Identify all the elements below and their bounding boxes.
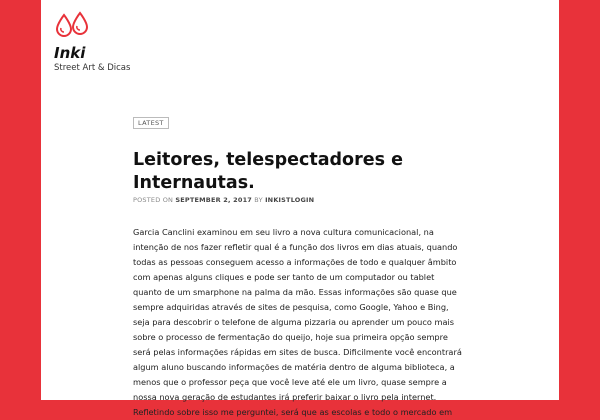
post-date-link[interactable]: SEPTEMBER 2, 2017 bbox=[175, 196, 253, 204]
by-label: BY bbox=[254, 196, 263, 204]
page-container bbox=[41, 0, 559, 417]
post-meta bbox=[133, 196, 314, 204]
posted-on-label: POSTED ON bbox=[133, 196, 174, 204]
post-body: Garcia Canclini examinou em seu livro a nova cultura comunicacional, na intenção de nos fazer refletir qual é a função dos livros em dias atuais, quando todas as pessoas conseguem acesso a informações de todo e qualquer âmbito com apenas alguns cliques e pode ser tanto de um computador ou tablet quanto de um smarphone na palma da mão. Essas informações são quase que sempre adquiridas através de sites de pesquisa, como Google, Yahoo e Bing, seja para descobrir o telefone de alguma pizzaria ou aprender um pouco mais sobre o processo de fermentação do queijo, hoje sua primeira opção sempre será pelas informações rápidas em sites de busca. Dificilmente você encontrará algum aluno buscando informações de matéria dentro de alguma biblioteca, a menos que o professor peça que você leve até ele um livro, quase sempre a nossa nova geração de estudantes irá preferir baixar o livro pela internet. Refletindo sobre isso me perguntei, será que as escolas e todo o mercado em bbox=[133, 227, 462, 417]
author-link[interactable]: INKISTLOGIN bbox=[265, 196, 315, 204]
site-tagline: Street Art & Dicas bbox=[54, 63, 131, 73]
ink-drops-logo-icon[interactable] bbox=[55, 12, 89, 42]
category-badge-link[interactable]: LATEST bbox=[133, 117, 169, 129]
post-title: Leitores, telespectadores e Internautas. bbox=[133, 150, 403, 193]
site-title-link[interactable]: Inki bbox=[54, 44, 86, 62]
